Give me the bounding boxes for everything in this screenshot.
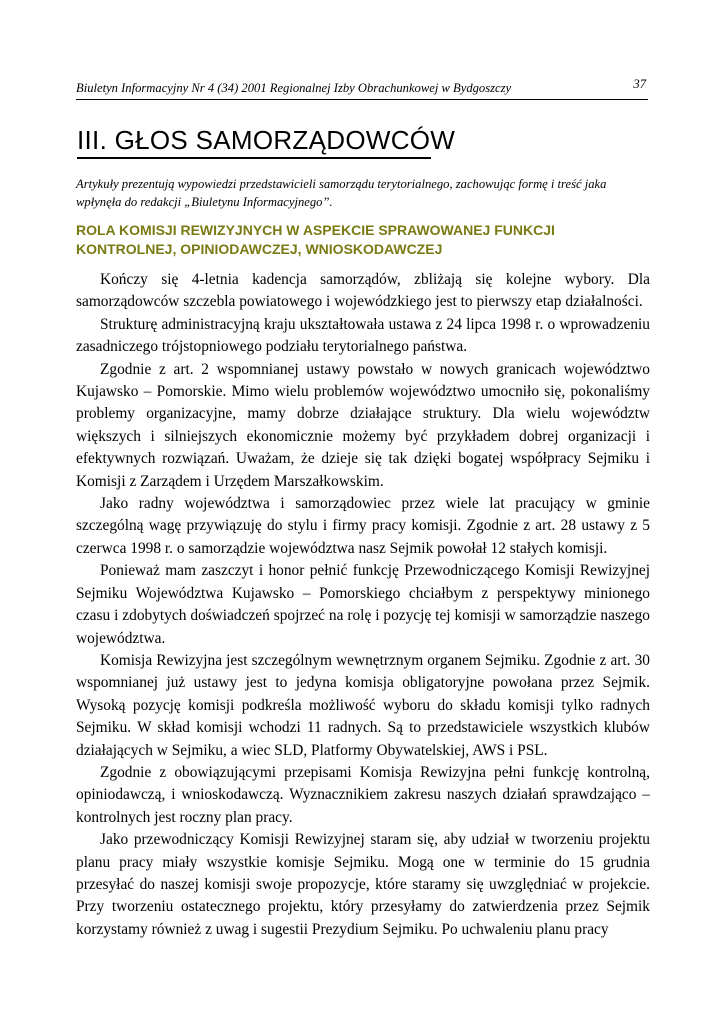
paragraph: Ponieważ mam zaszczyt i honor pełnić funkcję Przewodniczącego Komisji Rewizyjnej Sejmiku Województwa Kujawsko – Pomorskiego chciałbym z perspektywy minionego czasu i zdobytych doświadczeń spojrzeć na rolę i pozycję tej komisji w samorządzie naszego województwa. <box>76 562 650 647</box>
paragraph: Strukturę administracyjną kraju ukształtowała ustawa z 24 lipca 1998 r. o wprowadzeniu zasadniczego trójstopniowego podziału terytorialnego państwa. <box>76 315 650 356</box>
header-title: Biuletyn Informacyjny Nr 4 (34) 2001 Regionalnej Izby Obrachunkowej w Bydgoszczy <box>76 81 512 95</box>
article-title: ROLA KOMISJI REWIZYJNYCH W ASPEKCIE SPRAWOWANEJ FUNKCJI KONTROLNEJ, OPINIODAWCZEJ, WNIOSKODAWCZEJ <box>76 222 555 257</box>
paragraph: Komisja Rewizyjna jest szczególnym wewnętrznym organem Sejmiku. Zgodnie z art. 30 wspomnianej już ustawy jest to jedyna komisja obligatoryjne powołana przez Sejmik. Wysoką pozycję komisji podkreśla możliwość wyboru do składu komisji tylko radnych Sejmiku. W skład komisji wchodzi 11 radnych. Są to przedstawiciele wszystkich klubów działających w Sejmiku, a wiec SLD, Platformy Obywatelskiej, AWS i PSL. <box>76 651 650 759</box>
paragraph: Jako przewodniczący Komisji Rewizyjnej staram się, aby udział w tworzeniu projektu planu pracy miały wszystkie komisje Sejmiku. Mogą one w terminie do 15 grudnia przesyłać do naszej komisji swoje propozycje, które staramy się uwzględniać w projekcie. Przy tworzeniu ostatecznego projektu, który przesyłamy do zatwierdzenia przez Sejmik korzystamy również z uwag i sugestii Prezydium Sejmiku. Po uchwaleniu planu pracy <box>76 831 650 938</box>
paragraph: Zgodnie z obowiązującymi przepisami Komisja Rewizyjna pełni funkcję kontrolną, opiniodawczą, i wnioskodawczą. Wyznacznikiem zakresu naszych działań sprawdzająco – kontrolnych jest roczny plan pracy. <box>76 763 650 826</box>
section-title: III. GŁOS SAMORZĄDOWCÓW <box>77 125 456 155</box>
section-title-underline <box>77 157 431 159</box>
section-intro: Artykuły prezentują wypowiedzi przedstawicieli samorządu terytorialnego, zachowując formę i treść jaka wpłynęła do redakcji „Biuletynu Informacyjnego”. <box>76 177 607 209</box>
running-header <box>76 79 648 100</box>
paragraph: Jako radny województwa i samorządowiec przez wiele lat pracujący w gminie szczególną wagę przywiązuję do stylu i firmy pracy komisji. Zgodnie z art. 28 ustawy z 5 czerwca 1998 r. o samorządzie województwa nasz Sejmik powołał 12 stałych komisji. <box>76 495 650 557</box>
page-number: 37 <box>633 77 646 91</box>
article-body <box>76 269 650 941</box>
paragraph: Kończy się 4-letnia kadencja samorządów, zbliżają się kolejne wybory. Dla samorządowców szczebla powiatowego i wojewódzkiego jest to pierwszy etap działalności. <box>76 271 650 311</box>
paragraph: Zgodnie z art. 2 wspomnianej ustawy powstało w nowych granicach województwo Kujawsko – Pomorskie. Mimo wielu problemów województwo umocniło się, pokonaliśmy problemy organizacyjne, mamy dobrze działające struktury. Dla wielu województw większych i silniejszych ekonomicznie możemy być przykładem dobrej organizacji i efektywnych rozwiązań. Uważam, że dzieje się tak dzięki bogatej współpracy Sejmiku i Komisji z Zarządem i Urzędem Marszałkowskim. <box>76 360 650 490</box>
